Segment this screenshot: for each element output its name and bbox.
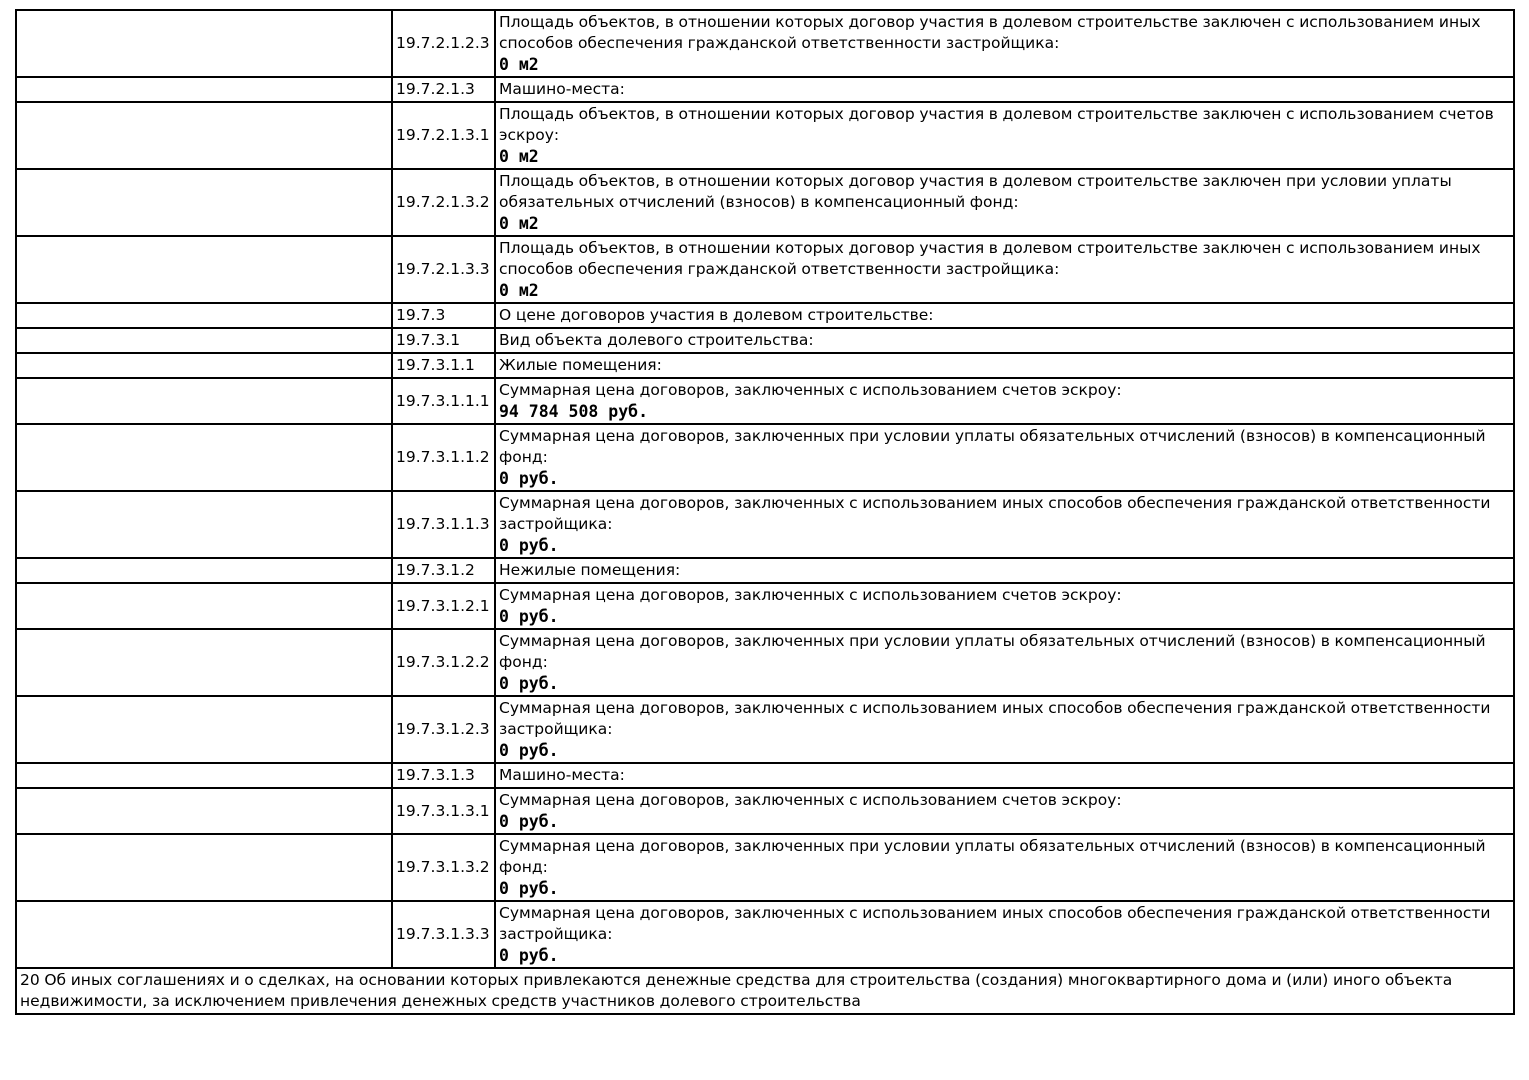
row-description-cell [495, 583, 1514, 629]
row-description: Площадь объектов, в отношении которых договор участия в долевом строительстве заключен с использованием иных способов обеспечения гражданской ответственности застройщика: [499, 239, 1481, 278]
row-code: 19.7.3.1.1.1 [392, 378, 495, 424]
row-description-cell [495, 763, 1514, 788]
row-empty-cell [16, 303, 392, 328]
row-description-cell [495, 353, 1514, 378]
declaration-table-body [16, 10, 1514, 1014]
footer-row [16, 968, 1514, 1014]
table-row [16, 696, 1514, 763]
row-code: 19.7.2.1.2.3 [392, 10, 495, 77]
row-empty-cell [16, 77, 392, 102]
row-empty-cell [16, 10, 392, 77]
row-description-cell [495, 10, 1514, 77]
row-code: 19.7.2.1.3.3 [392, 236, 495, 303]
row-empty-cell [16, 491, 392, 558]
row-description-cell [495, 77, 1514, 102]
row-description-cell [495, 558, 1514, 583]
table-row [16, 491, 1514, 558]
table-row [16, 10, 1514, 77]
row-description: Суммарная цена договоров, заключенных при условии уплаты обязательных отчислений (взносов) в компенсационный фонд: [499, 632, 1486, 671]
row-value: 0 руб. [499, 536, 559, 555]
row-description: Вид объекта долевого строительства: [499, 331, 814, 349]
table-row [16, 788, 1514, 834]
table-row [16, 236, 1514, 303]
row-empty-cell [16, 328, 392, 353]
section-20-heading: 20 Об иных соглашениях и о сделках, на основании которых привлекаются денежные средства для строительства (создания) многоквартирного дома и (или) иного объекта недвижимости, за исключением привлечения денежных средств участников долевого строительства [16, 968, 1514, 1014]
row-empty-cell [16, 378, 392, 424]
row-description: Суммарная цена договоров, заключенных с использованием счетов эскроу: [499, 381, 1122, 399]
row-code: 19.7.3.1.3 [392, 763, 495, 788]
table-row [16, 583, 1514, 629]
row-description: Жилые помещения: [499, 356, 662, 374]
row-description-cell [495, 303, 1514, 328]
table-row [16, 77, 1514, 102]
row-code: 19.7.3.1.3.3 [392, 901, 495, 968]
row-empty-cell [16, 629, 392, 696]
row-value: 0 м2 [499, 281, 539, 300]
row-description: Суммарная цена договоров, заключенных с использованием счетов эскроу: [499, 791, 1122, 809]
row-code: 19.7.3.1.2.1 [392, 583, 495, 629]
table-row [16, 303, 1514, 328]
table-row [16, 763, 1514, 788]
row-code: 19.7.3.1.2.3 [392, 696, 495, 763]
row-description-cell [495, 629, 1514, 696]
row-description: Суммарная цена договоров, заключенных с использованием счетов эскроу: [499, 586, 1122, 604]
row-code: 19.7.3 [392, 303, 495, 328]
row-empty-cell [16, 901, 392, 968]
row-value: 0 руб. [499, 812, 559, 831]
row-code: 19.7.3.1.1.3 [392, 491, 495, 558]
row-value: 94 784 508 руб. [499, 402, 649, 421]
row-description: Площадь объектов, в отношении которых договор участия в долевом строительстве заключен с использованием иных способов обеспечения гражданской ответственности застройщика: [499, 13, 1481, 52]
table-row [16, 424, 1514, 491]
row-code: 19.7.2.1.3.2 [392, 169, 495, 236]
row-code: 19.7.3.1.2 [392, 558, 495, 583]
table-row [16, 353, 1514, 378]
row-description-cell [495, 102, 1514, 169]
row-code: 19.7.2.1.3 [392, 77, 495, 102]
row-value: 0 м2 [499, 214, 539, 233]
row-description: Суммарная цена договоров, заключенных при условии уплаты обязательных отчислений (взносов) в компенсационный фонд: [499, 837, 1486, 876]
row-empty-cell [16, 169, 392, 236]
row-description: Площадь объектов, в отношении которых договор участия в долевом строительстве заключен с использованием счетов эскроу: [499, 105, 1494, 144]
row-code: 19.7.3.1.3.2 [392, 834, 495, 901]
row-description: Машино-места: [499, 80, 625, 98]
row-description-cell [495, 169, 1514, 236]
row-description-cell [495, 901, 1514, 968]
table-row [16, 834, 1514, 901]
row-description: Машино-места: [499, 766, 625, 784]
row-code: 19.7.3.1.1 [392, 353, 495, 378]
row-code: 19.7.2.1.3.1 [392, 102, 495, 169]
row-empty-cell [16, 102, 392, 169]
row-description-cell [495, 236, 1514, 303]
row-description-cell [495, 378, 1514, 424]
table-row [16, 328, 1514, 353]
row-code: 19.7.3.1 [392, 328, 495, 353]
row-empty-cell [16, 696, 392, 763]
row-empty-cell [16, 834, 392, 901]
row-code: 19.7.3.1.1.2 [392, 424, 495, 491]
row-code: 19.7.3.1.2.2 [392, 629, 495, 696]
table-row [16, 901, 1514, 968]
row-empty-cell [16, 424, 392, 491]
row-empty-cell [16, 353, 392, 378]
table-row [16, 629, 1514, 696]
row-description-cell [495, 788, 1514, 834]
row-value: 0 м2 [499, 147, 539, 166]
row-description: О цене договоров участия в долевом строительстве: [499, 306, 934, 324]
row-value: 0 руб. [499, 607, 559, 626]
row-empty-cell [16, 788, 392, 834]
row-empty-cell [16, 763, 392, 788]
row-value: 0 м2 [499, 55, 539, 74]
row-description: Суммарная цена договоров, заключенных с использованием иных способов обеспечения гражданской ответственности застройщика: [499, 494, 1491, 533]
row-description: Площадь объектов, в отношении которых договор участия в долевом строительстве заключен при условии уплаты обязательных отчислений (взносов) в компенсационный фонд: [499, 172, 1452, 211]
row-description-cell [495, 491, 1514, 558]
row-empty-cell [16, 236, 392, 303]
table-row [16, 169, 1514, 236]
row-value: 0 руб. [499, 674, 559, 693]
table-row [16, 378, 1514, 424]
row-value: 0 руб. [499, 879, 559, 898]
row-description: Суммарная цена договоров, заключенных при условии уплаты обязательных отчислений (взносов) в компенсационный фонд: [499, 427, 1486, 466]
row-value: 0 руб. [499, 741, 559, 760]
row-empty-cell [16, 583, 392, 629]
table-row [16, 102, 1514, 169]
row-description: Нежилые помещения: [499, 561, 681, 579]
row-empty-cell [16, 558, 392, 583]
row-value: 0 руб. [499, 946, 559, 965]
table-row [16, 558, 1514, 583]
row-description-cell [495, 424, 1514, 491]
row-description: Суммарная цена договоров, заключенных с использованием иных способов обеспечения гражданской ответственности застройщика: [499, 904, 1491, 943]
row-description-cell [495, 696, 1514, 763]
row-code: 19.7.3.1.3.1 [392, 788, 495, 834]
row-value: 0 руб. [499, 469, 559, 488]
row-description-cell [495, 328, 1514, 353]
row-description: Суммарная цена договоров, заключенных с использованием иных способов обеспечения гражданской ответственности застройщика: [499, 699, 1491, 738]
row-description-cell [495, 834, 1514, 901]
project-declaration-table [15, 9, 1515, 1015]
